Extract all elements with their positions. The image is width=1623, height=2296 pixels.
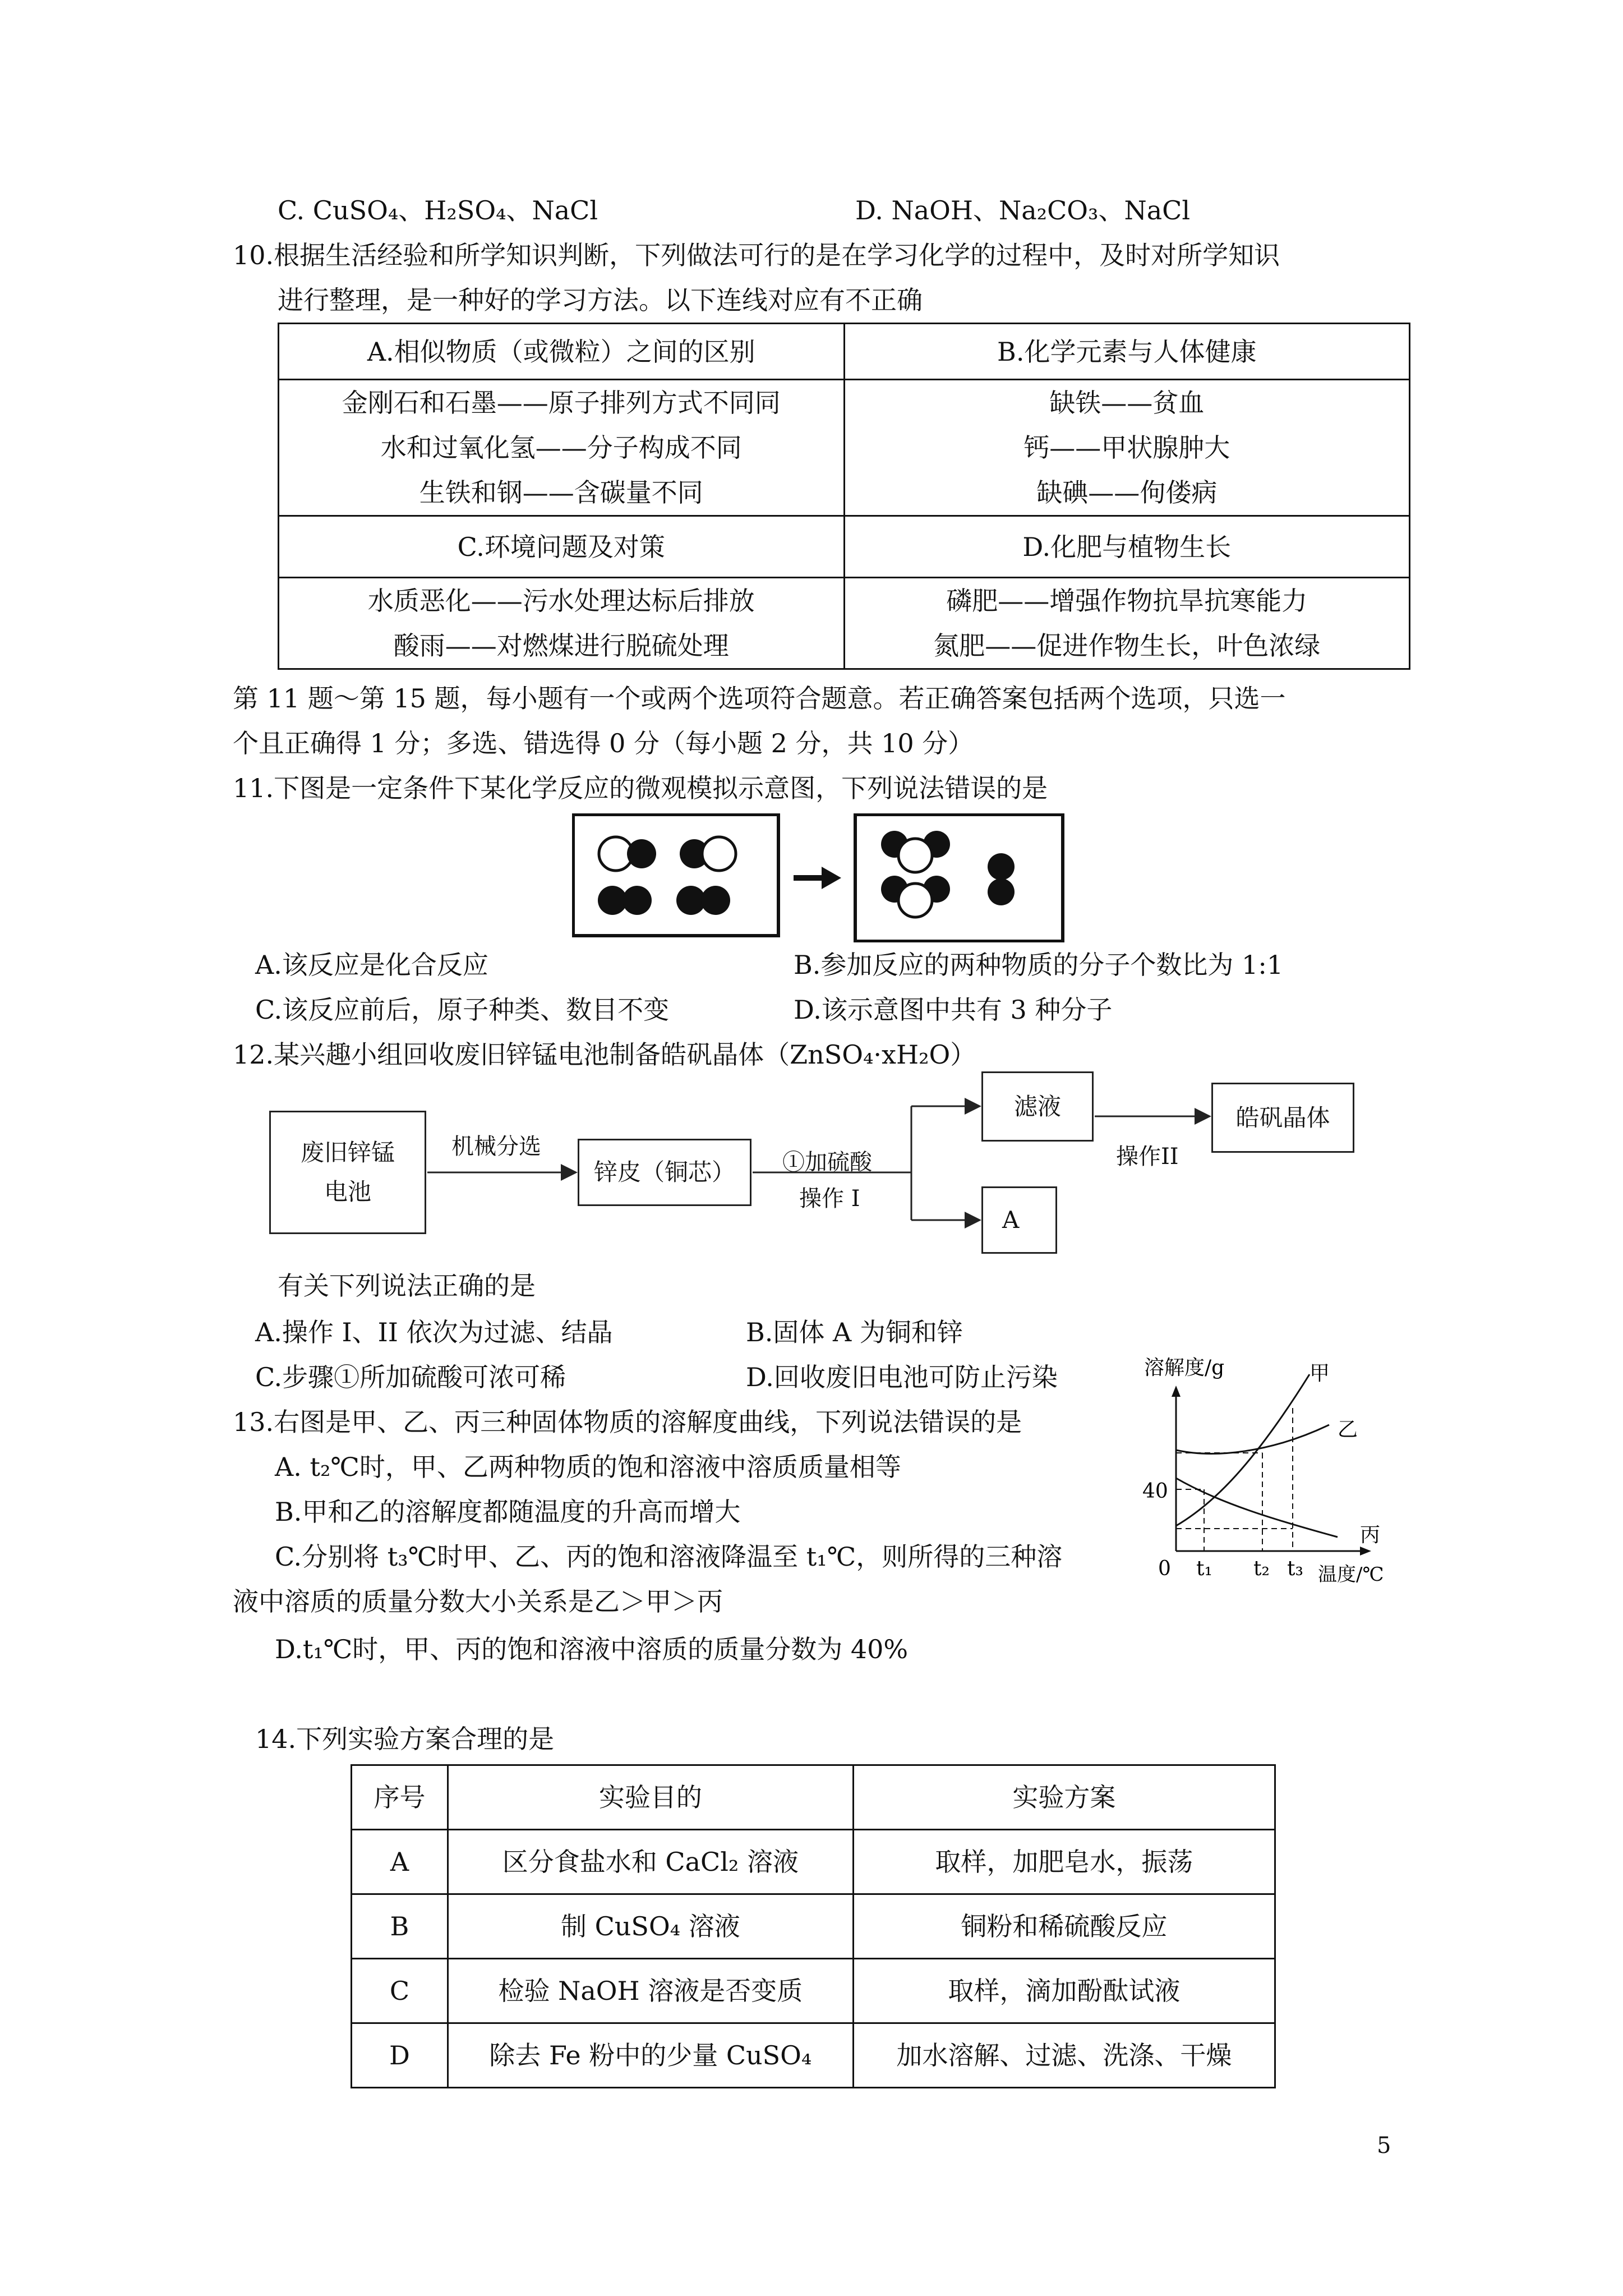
black-atom	[988, 853, 1015, 880]
q10-d-body	[844, 578, 1410, 669]
q14-cell: C	[352, 1959, 448, 2023]
flow-filtrate-box: 滤液	[981, 1071, 1094, 1142]
black-atom	[988, 878, 1015, 905]
q10-b-line: 缺碘——佝偻病	[1036, 477, 1218, 508]
y-axis-arrowhead	[1172, 1386, 1181, 1397]
x-axis-label: 温度/℃	[1318, 1563, 1384, 1586]
x-tick-t2: t₂	[1253, 1557, 1270, 1580]
flow-step1-label: 机械分选	[451, 1134, 541, 1159]
q14-cell: B	[352, 1894, 448, 1959]
white-atom	[898, 884, 932, 917]
q11-option-a: A.该反应是化合反应	[255, 950, 488, 980]
q14-header-purpose: 实验目的	[448, 1765, 853, 1830]
q13-option-c-line1: C.分别将 t₃℃时甲、乙、丙的饱和溶液降温至 t₁℃，则所得的三种溶	[275, 1542, 1063, 1572]
flow-zinc-box: 锌皮（铜芯）	[578, 1139, 751, 1206]
q10-stem-line2: 进行整理，是一种好的学习方法。以下连线对应有不正确	[278, 285, 923, 315]
section-note-line2: 个且正确得 1 分；多选、错选得 0 分（每小题 2 分，共 10 分）	[233, 728, 974, 758]
q10-d-line: 氮肥——促进作物生长，叶色浓绿	[933, 631, 1321, 661]
x-tick-t3: t₃	[1287, 1557, 1303, 1580]
reactants-box	[573, 815, 778, 936]
q14-cell: 除去 Fe 粉中的少量 CuSO₄	[448, 2023, 853, 2088]
x-tick-t1: t₁	[1196, 1557, 1212, 1580]
arrow-head	[822, 867, 841, 889]
q12-option-c: C.步骤①所加硫酸可浓可稀	[255, 1362, 566, 1392]
q13-option-c-line2: 液中溶质的质量分数大小关系是乙＞甲＞丙	[233, 1586, 723, 1617]
q14-cell: 取样，滴加酚酞试液	[853, 1959, 1275, 2023]
q13-option-d: D.t₁℃时，甲、丙的饱和溶液中溶质的质量分数为 40%	[275, 1634, 909, 1664]
q14-table	[351, 1764, 1276, 2088]
solubility-chart	[1141, 1341, 1422, 1599]
flow-battery-line: 电池	[324, 1178, 371, 1205]
y-tick-40: 40	[1142, 1480, 1168, 1503]
flow-product-box: 皓矾晶体	[1211, 1083, 1354, 1153]
q14-cell: 检验 NaOH 溶液是否变质	[448, 1959, 853, 2023]
q14-cell: 区分食盐水和 CaCl₂ 溶液	[448, 1830, 853, 1894]
q14-cell: D	[352, 2023, 448, 2088]
q10-b-line: 缺铁——贫血	[1049, 388, 1205, 418]
q10-d-head: D.化肥与植物生长	[844, 516, 1410, 578]
flow-step2-label: ①加硫酸	[782, 1149, 872, 1175]
q14-stem: 14.下列实验方案合理的是	[255, 1724, 555, 1754]
q13-stem: 13.右图是甲、乙、丙三种固体物质的溶解度曲线，下列说法错误的是	[233, 1407, 1022, 1437]
q13-option-a: A. t₂℃时，甲、乙两种物质的饱和溶液中溶质质量相等	[275, 1452, 901, 1482]
q10-a-body	[279, 380, 845, 516]
y-axis-label: 溶解度/g	[1144, 1356, 1225, 1379]
q10-b-line: 钙——甲状腺肿大	[1023, 432, 1230, 463]
q11-option-c: C.该反应前后，原子种类、数目不变	[255, 995, 670, 1025]
white-atom	[702, 837, 736, 871]
x-axis-arrowhead	[1360, 1547, 1371, 1556]
q14-header-plan: 实验方案	[853, 1765, 1275, 1830]
q10-c-body	[279, 578, 845, 669]
q12-prompt: 有关下列说法正确的是	[278, 1271, 536, 1301]
black-atom	[701, 886, 730, 915]
q12-option-d: D.回收废旧电池可防止污染	[746, 1362, 1058, 1392]
q10-d-line: 磷肥——增强作物抗旱抗寒能力	[946, 586, 1308, 616]
q14-cell: 加水溶解、过滤、洗涤、干燥	[853, 2023, 1275, 2088]
q10-b-body	[844, 380, 1410, 516]
q11-stem: 11.下图是一定条件下某化学反应的微观模拟示意图，下列说法错误的是	[233, 773, 1048, 803]
white-atom	[898, 839, 932, 872]
page-number: 5	[1377, 2133, 1391, 2159]
q10-c-line: 酸雨——对燃煤进行脱硫处理	[393, 631, 729, 661]
flow-solid-a-box: A	[981, 1186, 1057, 1254]
origin-label: 0	[1158, 1557, 1171, 1580]
section-note-line1: 第 11 题～第 15 题，每小题有一个或两个选项符合题意。若正确答案包括两个选项，只选一	[233, 683, 1286, 714]
black-atom	[623, 886, 652, 915]
q9-option-c: C. CuSO₄、H₂SO₄、NaCl	[278, 195, 598, 226]
q14-cell: 制 CuSO₄ 溶液	[448, 1894, 853, 1959]
q10-stem-line1: 10.根据生活经验和所学知识判断，下列做法可行的是在学习化学的过程中，及时对所学知识	[233, 240, 1280, 270]
q10-b-head: B.化学元素与人体健康	[844, 324, 1410, 380]
black-atom	[627, 839, 656, 868]
q10-a-head: A.相似物质（或微粒）之间的区别	[279, 324, 845, 380]
q12-option-a: A.操作 I、II 依次为过滤、结晶	[255, 1317, 613, 1347]
q12-option-b: B.固体 A 为铜和锌	[746, 1317, 963, 1347]
q14-cell: 取样，加肥皂水，振荡	[853, 1830, 1275, 1894]
series-label-yi: 乙	[1338, 1418, 1358, 1441]
q13-option-b: B.甲和乙的溶解度都随温度的升高而增大	[275, 1497, 741, 1527]
q10-a-line: 水和过氧化氢——分子构成不同	[380, 432, 742, 463]
q10-c-head: C.环境问题及对策	[279, 516, 845, 578]
q11-option-d: D.该示意图中共有 3 种分子	[794, 995, 1113, 1025]
flow-op1-label: 操作 I	[799, 1186, 860, 1212]
q10-c-line: 水质恶化——污水处理达标后排放	[367, 586, 755, 616]
q11-reaction-diagram	[572, 813, 1066, 942]
q12-stem: 12.某兴趣小组回收废旧锌锰电池制备皓矾晶体（ZnSO₄·xH₂O）	[233, 1039, 976, 1070]
q10-table	[278, 323, 1410, 670]
flow-op2-label: 操作II	[1116, 1144, 1179, 1170]
q14-header-index: 序号	[352, 1765, 448, 1830]
q10-a-line: 金刚石和石墨——原子排列方式不同同	[342, 388, 781, 418]
q14-cell: 铜粉和稀硫酸反应	[853, 1894, 1275, 1959]
curve-jia	[1176, 1374, 1310, 1526]
curve-yi	[1176, 1425, 1329, 1453]
series-label-jia: 甲	[1310, 1362, 1330, 1385]
q9-option-d: D. NaOH、Na₂CO₃、NaCl	[855, 195, 1191, 226]
flow-battery-box	[269, 1111, 426, 1234]
q10-a-line: 生铁和钢——含碳量不同	[419, 477, 703, 508]
flow-battery-line: 废旧锌锰	[300, 1139, 395, 1166]
q11-option-b: B.参加反应的两种物质的分子个数比为 1:1	[794, 950, 1284, 980]
series-label-bing: 丙	[1360, 1524, 1381, 1547]
q14-cell: A	[352, 1830, 448, 1894]
